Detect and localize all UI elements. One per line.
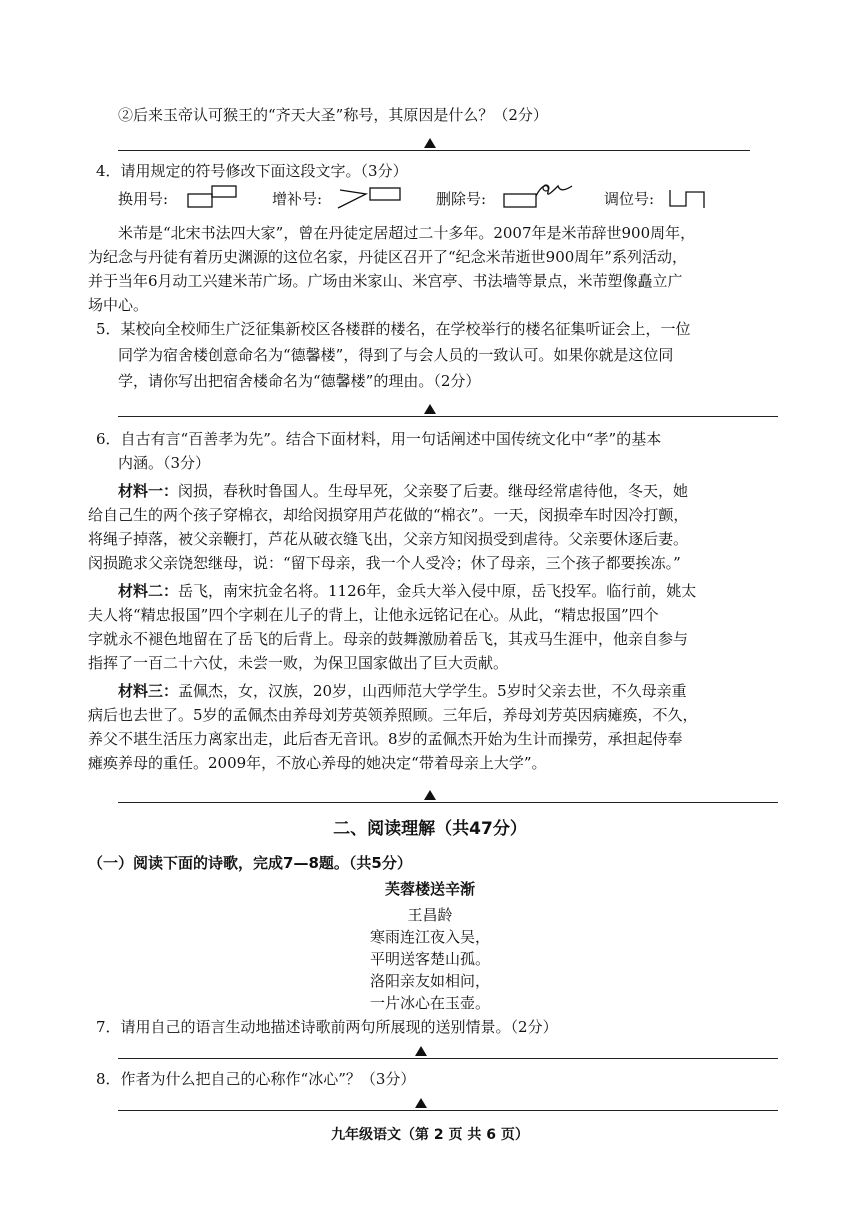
material-2-line: 字就永不褪色地留在了岳飞的后背上。母亲的鼓舞激励着岳飞，其戎马生涯中，他亲自参与 xyxy=(88,630,689,648)
passage-line: 场中心。 xyxy=(88,296,149,314)
passage-line: 米芾是“北宋书法四大家”，曾在丹徒定居超过二十多年。2007年是米芾辞世900周年， xyxy=(118,224,696,242)
answer-line xyxy=(118,1110,778,1111)
material-1-line: 将绳子掉落，被父亲鞭打，芦花从破衣缝飞出，父亲方知闵损受到虐待。父亲要休逐后妻。 xyxy=(88,530,689,548)
passage-line: 为纪念与丹徒有着历史渊源的这位名家，丹徒区召开了“纪念米芾逝世900周年”系列活动， xyxy=(88,248,687,266)
answer-line xyxy=(118,1058,778,1059)
question-5-line: 同学为宿舍楼创意命名为“德馨楼”，得到了与会人员的一致认可。如果你就是这位同 xyxy=(118,346,674,364)
question-6-line: 6．自古有言“百善孝为先”。结合下面材料，用一句话阐述中国传统文化中“孝”的基本 xyxy=(96,430,662,448)
poem-title: 芙蓉楼送辛渐 xyxy=(384,880,475,898)
question-3-2: ②后来玉帝认可猴王的“齐天大圣”称号，其原因是什么？（2分） xyxy=(118,106,548,124)
swap-symbol-icon xyxy=(186,184,240,212)
answer-marker xyxy=(415,1098,427,1108)
material-1-line: 给自己生的两个孩子穿棉衣，却给闵损穿用芦花做的“棉衣”。一天，闵损牵车时因冷打颤， xyxy=(88,506,689,524)
poem-line: 寒雨连江夜入吴， xyxy=(369,928,490,946)
material-3-line: 材料三：孟佩杰，女，汉族，20岁，山西师范大学学生。5岁时父亲去世，不久母亲重 xyxy=(118,682,687,700)
passage-line: 并于当年6月动工兴建米芾广场。广场由米家山、米宫亭、书法墙等景点，米芾塑像矗立广 xyxy=(88,272,683,290)
question-4-prompt: 4．请用规定的符号修改下面这段文字。（3分） xyxy=(96,162,408,180)
material-2-line: 指挥了一百二十六仗，未尝一败，为保卫国家做出了巨大贡献。 xyxy=(88,654,509,672)
question-6-line: 内涵。（3分） xyxy=(118,454,211,472)
swap-symbol-label: 换用号: xyxy=(118,190,169,208)
question-8: 8．作者为什么把自己的心称作“冰心”？（3分） xyxy=(96,1070,416,1088)
answer-line xyxy=(118,802,778,803)
reorder-symbol-icon xyxy=(666,184,710,212)
answer-marker xyxy=(424,138,436,148)
insert-symbol-label: 增补号: xyxy=(272,190,323,208)
question-5-line: 5．某校向全校师生广泛征集新校区各楼群的楼名，在学校举行的楼名征集听证会上，一位 xyxy=(96,320,691,338)
question-7: 7．请用自己的语言生动地描述诗歌前两句所展现的送别情景。（2分） xyxy=(96,1018,558,1036)
poem-line: 平明送客楚山孤。 xyxy=(369,950,490,968)
material-3-line: 瘫痪养母的重任。2009年，不放心养母的她决定“带着母亲上大学”。 xyxy=(88,754,547,772)
material-3-label: 材料三： xyxy=(118,682,179,700)
material-1-label: 材料一： xyxy=(118,482,179,500)
part-title: （一）阅读下面的诗歌，完成7—8题。（共5分） xyxy=(88,854,412,872)
answer-marker xyxy=(424,790,436,800)
answer-marker xyxy=(415,1046,427,1056)
section-title: 二、阅读理解（共47分） xyxy=(333,819,527,839)
material-3-line: 病后也去世了。5岁的孟佩杰由养母刘芳英领养照顾。三年后，养母刘芳英因病瘫痪，不久， xyxy=(88,706,698,724)
insert-symbol-icon xyxy=(336,184,404,212)
material-2-line: 材料二：岳飞，南宋抗金名将。1126年，金兵大举入侵中原，岳飞投军。临行前，姚太 xyxy=(118,582,697,600)
poem-author: 王昌龄 xyxy=(407,906,453,924)
reorder-symbol-label: 调位号: xyxy=(604,190,655,208)
delete-symbol-label: 删除号: xyxy=(436,190,487,208)
question-5-line: 学，请你写出把宿舍楼命名为“德馨楼”的理由。（2分） xyxy=(118,372,481,390)
page-footer: 九年级语文（第 2 页 共 6 页） xyxy=(331,1127,529,1143)
poem-line: 洛阳亲友如相问， xyxy=(369,972,490,990)
delete-symbol-icon xyxy=(502,180,578,212)
answer-line xyxy=(118,416,778,417)
poem-line: 一片冰心在玉壶。 xyxy=(369,994,490,1012)
material-3-line: 养父不堪生活压力离家出走，此后杳无音讯。8岁的孟佩杰开始为生计而操劳，承担起侍奉 xyxy=(88,730,683,748)
material-2-line: 夫人将“精忠报国”四个字刺在儿子的背上，让他永远铭记在心。从此，“精忠报国”四个 xyxy=(88,606,659,624)
material-1-line: 材料一：闵损，春秋时鲁国人。生母早死，父亲娶了后妻。继母经常虐待他，冬天，她 xyxy=(118,482,689,500)
answer-marker xyxy=(424,404,436,414)
answer-line xyxy=(118,150,750,151)
material-2-label: 材料二： xyxy=(118,582,179,600)
material-1-line: 闵损跪求父亲饶恕继母，说：“留下母亲，我一个人受冷；休了母亲，三个孩子都要挨冻。” xyxy=(88,554,681,572)
